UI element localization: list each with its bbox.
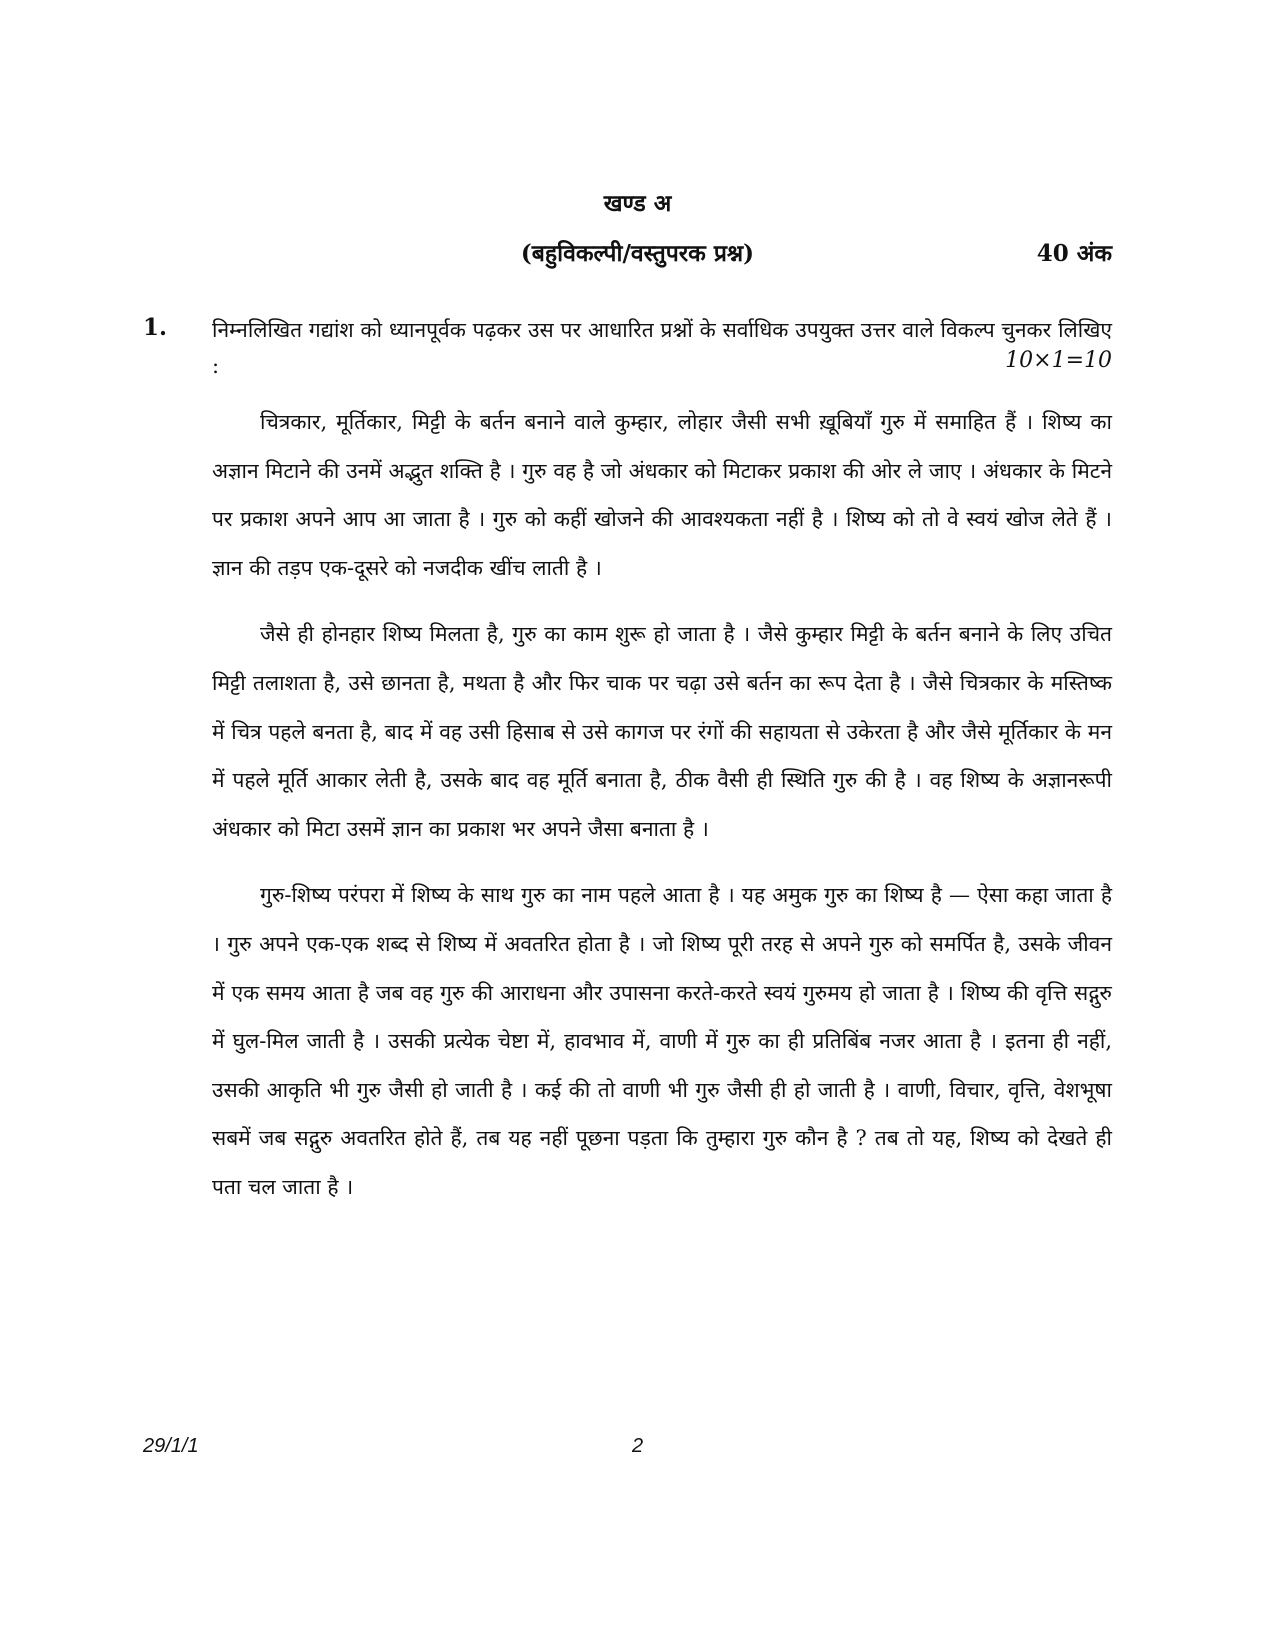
question-instruction: निम्नलिखित गद्यांश को ध्यानपूर्वक पढ़कर उस पर आधारित प्रश्नों के सर्वाधिक उपयुक्त उत्तर वाले विकल्प चुनकर लिखिए : — [212, 318, 1112, 378]
question-marks: 10×1=10 — [1005, 348, 1112, 373]
section-title: खण्ड अ — [603, 190, 672, 217]
passage — [212, 398, 1112, 1230]
passage-paragraph-1: चित्रकार, मूर्तिकार, मिट्टी के बर्तन बनाने वाले कुम्हार, लोहार जैसी सभी ख़ूबियाँ गुरु में समाहित हैं । शिष्य का अज्ञान मिटाने की उनमें अद्भुत शक्ति है । गुरु वह है जो अंधकार को मिटाकर प्रकाश की ओर ले जाए । अंधकार के मिटने पर प्रकाश अपने आप आ जाता है । गुरु को कहीं खोजने की आवश्यकता नहीं है । शिष्य को तो वे स्वयं खोज लेते हैं । ज्ञान की तड़प एक-दूसरे को नजदीक खींच लाती है । — [212, 410, 1112, 580]
passage-paragraph-2: जैसे ही होनहार शिष्य मिलता है, गुरु का काम शुरू हो जाता है । जैसे कुम्हार मिट्टी के बर्तन बनाने के लिए उचित मिट्टी तलाशता है, उसे छानता है, मथता है और फिर चाक पर चढ़ा उसे बर्तन का रूप देता है । जैसे चित्रकार के मस्तिष्क में चित्र पहले बनता है, बाद में वह उसी हिसाब से उसे कागज पर रंगों की सहायता से उकेरता है और जैसे मूर्तिकार के मन में पहले मूर्ति आकार लेती है, उसके बाद वह मूर्ति बनाता है, ठीक वैसी ही स्थिति गुरु की है । वह शिष्य के अज्ञानरूपी अंधकार को मिटा उसमें ज्ञान का प्रकाश भर अपने जैसा बनाता है । — [212, 622, 1112, 841]
section-subtitle: (बहुविकल्पी/वस्तुपरक प्रश्न) — [520, 240, 755, 267]
question-number: 1. — [143, 314, 168, 341]
page-number: 2 — [631, 1435, 644, 1457]
paper-code: 29/1/1 — [143, 1435, 199, 1457]
passage-paragraph-3: गुरु-शिष्य परंपरा में शिष्य के साथ गुरु का नाम पहले आता है । यह अमुक गुरु का शिष्य है — ऐसा कहा जाता है । गुरु अपने एक-एक शब्द से शिष्य में अवतरित होता है । जो शिष्य पूरी तरह से अपने गुरु को समर्पित है, उसके जीवन में एक समय आता है जब वह गुरु की आराधना और उपासना करते-करते स्वयं गुरुमय हो जाता है । शिष्य की वृत्ति सद्गुरु में घुल-मिल जाती है । उसकी प्रत्येक चेष्टा में, हावभाव में, वाणी में गुरु का ही प्रतिबिंब नजर आता है । इतना ही नहीं, उसकी आकृति भी गुरु जैसी हो जाती है । कई की तो वाणी भी गुरु जैसी ही हो जाती है । वाणी, विचार, वृत्ति, वेशभूषा सबमें जब सद्गुरु अवतरित होते हैं, तब यह नहीं पूछना पड़ता कि तुम्हारा गुरु कौन है ? तब तो यह, शिष्य को देखते ही पता चल जाता है । — [212, 883, 1112, 1199]
section-marks: 40 अंक — [1036, 240, 1112, 267]
